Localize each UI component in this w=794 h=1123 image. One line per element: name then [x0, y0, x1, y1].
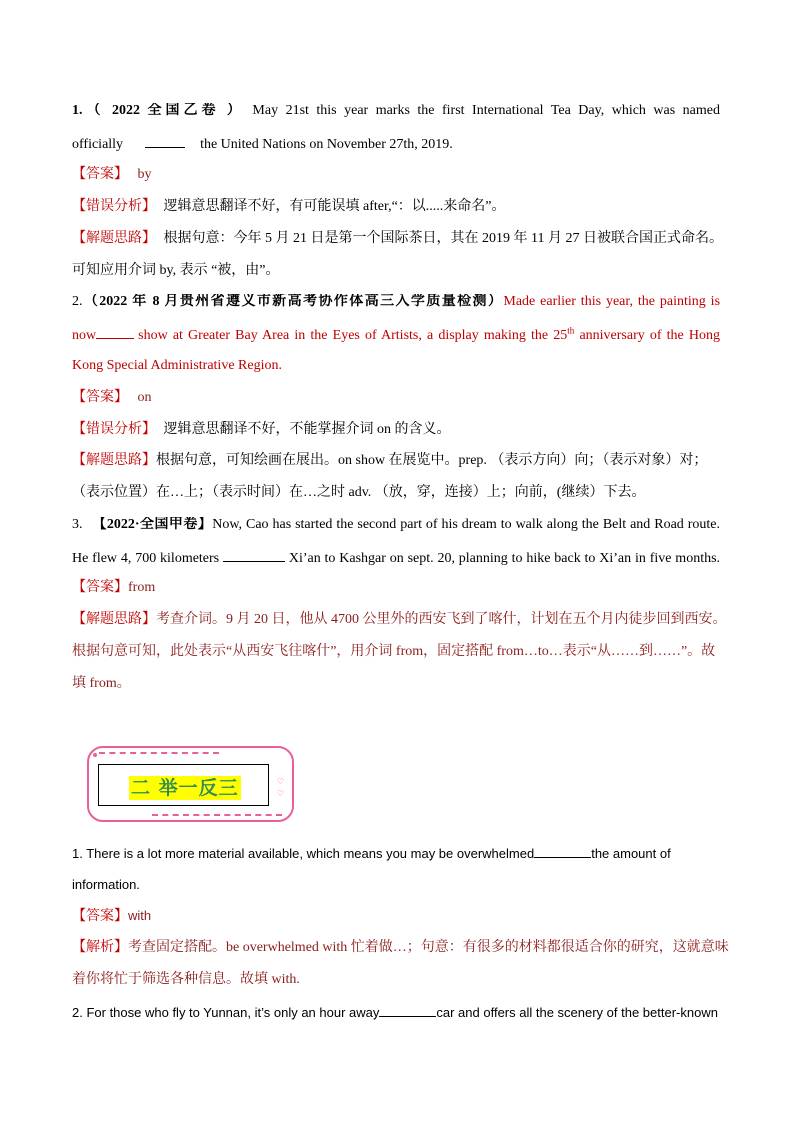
q2-text-pre: now	[72, 328, 97, 342]
q1-answer	[72, 167, 152, 183]
q3-line2	[72, 549, 720, 565]
p1-analysis-label: 【解析】	[72, 940, 128, 955]
section-banner	[87, 746, 294, 822]
q3-text-post: Xi’an to Kashgar on sept. 20, planning to hike back to Xi’an in five months.	[288, 551, 720, 565]
q2-line1	[72, 294, 720, 310]
q2-superscript: th	[567, 326, 575, 336]
q1-line2	[72, 135, 453, 153]
q1-error-text: 逻辑意思翻译不好，有可能误填 after,“：以.....来命名”。	[163, 199, 506, 214]
banner-dot	[93, 753, 97, 757]
q2-answer	[72, 390, 152, 406]
q2-text-post: anniversary of the Hong	[579, 328, 720, 342]
q3-idea-label: 【解题思路】	[72, 612, 156, 627]
q1-idea-text: 根据句意：今年 5 月 21 日是第一个国际茶日，其在 2019 年 11 月 27 日被联合国正式命名。	[163, 231, 723, 246]
q1-line1	[72, 103, 720, 119]
q2-line3: Kong Special Administrative Region.	[72, 358, 282, 373]
heart-icon: ♡	[276, 777, 284, 786]
q1-idea	[72, 231, 723, 247]
q1-source: （ 2022 全国乙卷 ）	[82, 103, 245, 118]
q2-idea-text: 根据句意，可知绘画在展出。on show 在展览中。prep. （表示方向）向；（表示对象）对；	[156, 453, 708, 468]
q1-text: May 21st this year marks the first International Tea Day, which was named	[252, 103, 720, 118]
q3-answer	[72, 580, 155, 596]
p1-analysis-line2: 着你将忙于筛选各种信息。故填 with.	[72, 972, 300, 987]
section-title: 二 举一反三	[131, 777, 239, 799]
banner-dash-bottom	[152, 814, 282, 816]
q1-text-post: the United Nations on November 27th, 2019.	[200, 137, 453, 152]
q1-text-pre: officially	[72, 137, 124, 152]
p2-blank	[379, 1004, 436, 1017]
q3-blank	[223, 549, 285, 562]
p1-answer-value: with	[128, 908, 152, 923]
p2-text-post: car and offers all the scenery of the better-known	[436, 1005, 718, 1020]
q3-text: Now, Cao has started the second part of his dream to walk along the Belt and Road route.	[212, 517, 720, 532]
p1-line1	[72, 845, 671, 862]
heart-icon: ♡	[276, 789, 284, 798]
q3-text-pre: He flew 4, 700 kilometers	[72, 551, 220, 565]
q3-idea	[72, 612, 727, 628]
q2-answer-label: 【答案】	[72, 390, 128, 405]
p2-text-pre: 2. For those who fly to Yunnan, it’s only an hour away	[72, 1005, 380, 1020]
q1-idea-line2: 可知应用介词 by, 表示 “被，由”。	[72, 263, 280, 278]
p1-line2: information.	[72, 877, 140, 892]
q3-answer-value: from	[128, 580, 156, 595]
q1-blank	[145, 135, 185, 148]
q2-text-mid: show at Greater Bay Area in the Eyes of Artists, a display making the 25	[138, 328, 568, 342]
q2-number: 2.	[72, 294, 83, 309]
q2-text: Made earlier this year, the painting is	[503, 294, 720, 309]
q2-idea	[72, 453, 707, 469]
banner-frame	[98, 764, 269, 806]
p1-answer-label: 【答案】	[72, 909, 128, 924]
p1-analysis-text: 考查固定搭配。be overwhelmed with 忙着做…；句意：有很多的材料都很适合你的研究，这就意味	[128, 940, 729, 955]
p1-text-pre: 1. There is a lot more material available, which means you may be overwhelmed	[72, 846, 535, 861]
q2-line2	[72, 326, 720, 342]
q1-error	[72, 199, 506, 215]
q2-error-text: 逻辑意思翻译不好，不能掌握介词 on 的含义。	[163, 422, 451, 437]
q1-answer-value: by	[137, 167, 152, 182]
q2-idea-label: 【解题思路】	[72, 453, 156, 468]
q2-source: （2022 年 8 月贵州省遵义市新高考协作体高三入学质量检测）	[82, 294, 504, 309]
banner-dash-top	[99, 752, 219, 754]
q1-answer-label: 【答案】	[72, 167, 128, 182]
p1-text-post: the amount of	[591, 846, 671, 861]
q2-answer-value: on	[137, 390, 152, 405]
p1-blank	[534, 845, 591, 858]
q3-idea-text: 考查介词。9 月 20 日，他从 4700 公里外的西安飞到了喀什，计划在五个月内徒步回到西安。	[156, 612, 727, 627]
p1-answer	[72, 908, 151, 925]
p1-analysis	[72, 940, 729, 956]
q1-number: 1.	[72, 103, 83, 118]
q3-idea-line3: 填 from。	[72, 676, 131, 691]
q3-source: 【2022·全国甲卷】	[92, 517, 213, 532]
q3-line1	[72, 517, 720, 533]
q3-idea-line2: 根据句意可知，此处表示“从西安飞往喀什”，用介词 from，固定搭配 from…to…表示“从……到……”。故	[72, 644, 716, 659]
q1-idea-label: 【解题思路】	[72, 231, 156, 246]
q2-error-label: 【错误分析】	[72, 422, 156, 437]
q3-answer-label: 【答案】	[72, 580, 128, 595]
q3-number: 3.	[72, 517, 83, 532]
q2-blank	[96, 326, 134, 339]
p2-line1	[72, 1004, 718, 1021]
q2-error	[72, 422, 451, 438]
q1-error-label: 【错误分析】	[72, 199, 156, 214]
q2-idea-line2: （表示位置）在…上；（表示时间）在…之时 adv. （放，穿，连接）上；向前，(继续）下去。	[72, 485, 646, 500]
